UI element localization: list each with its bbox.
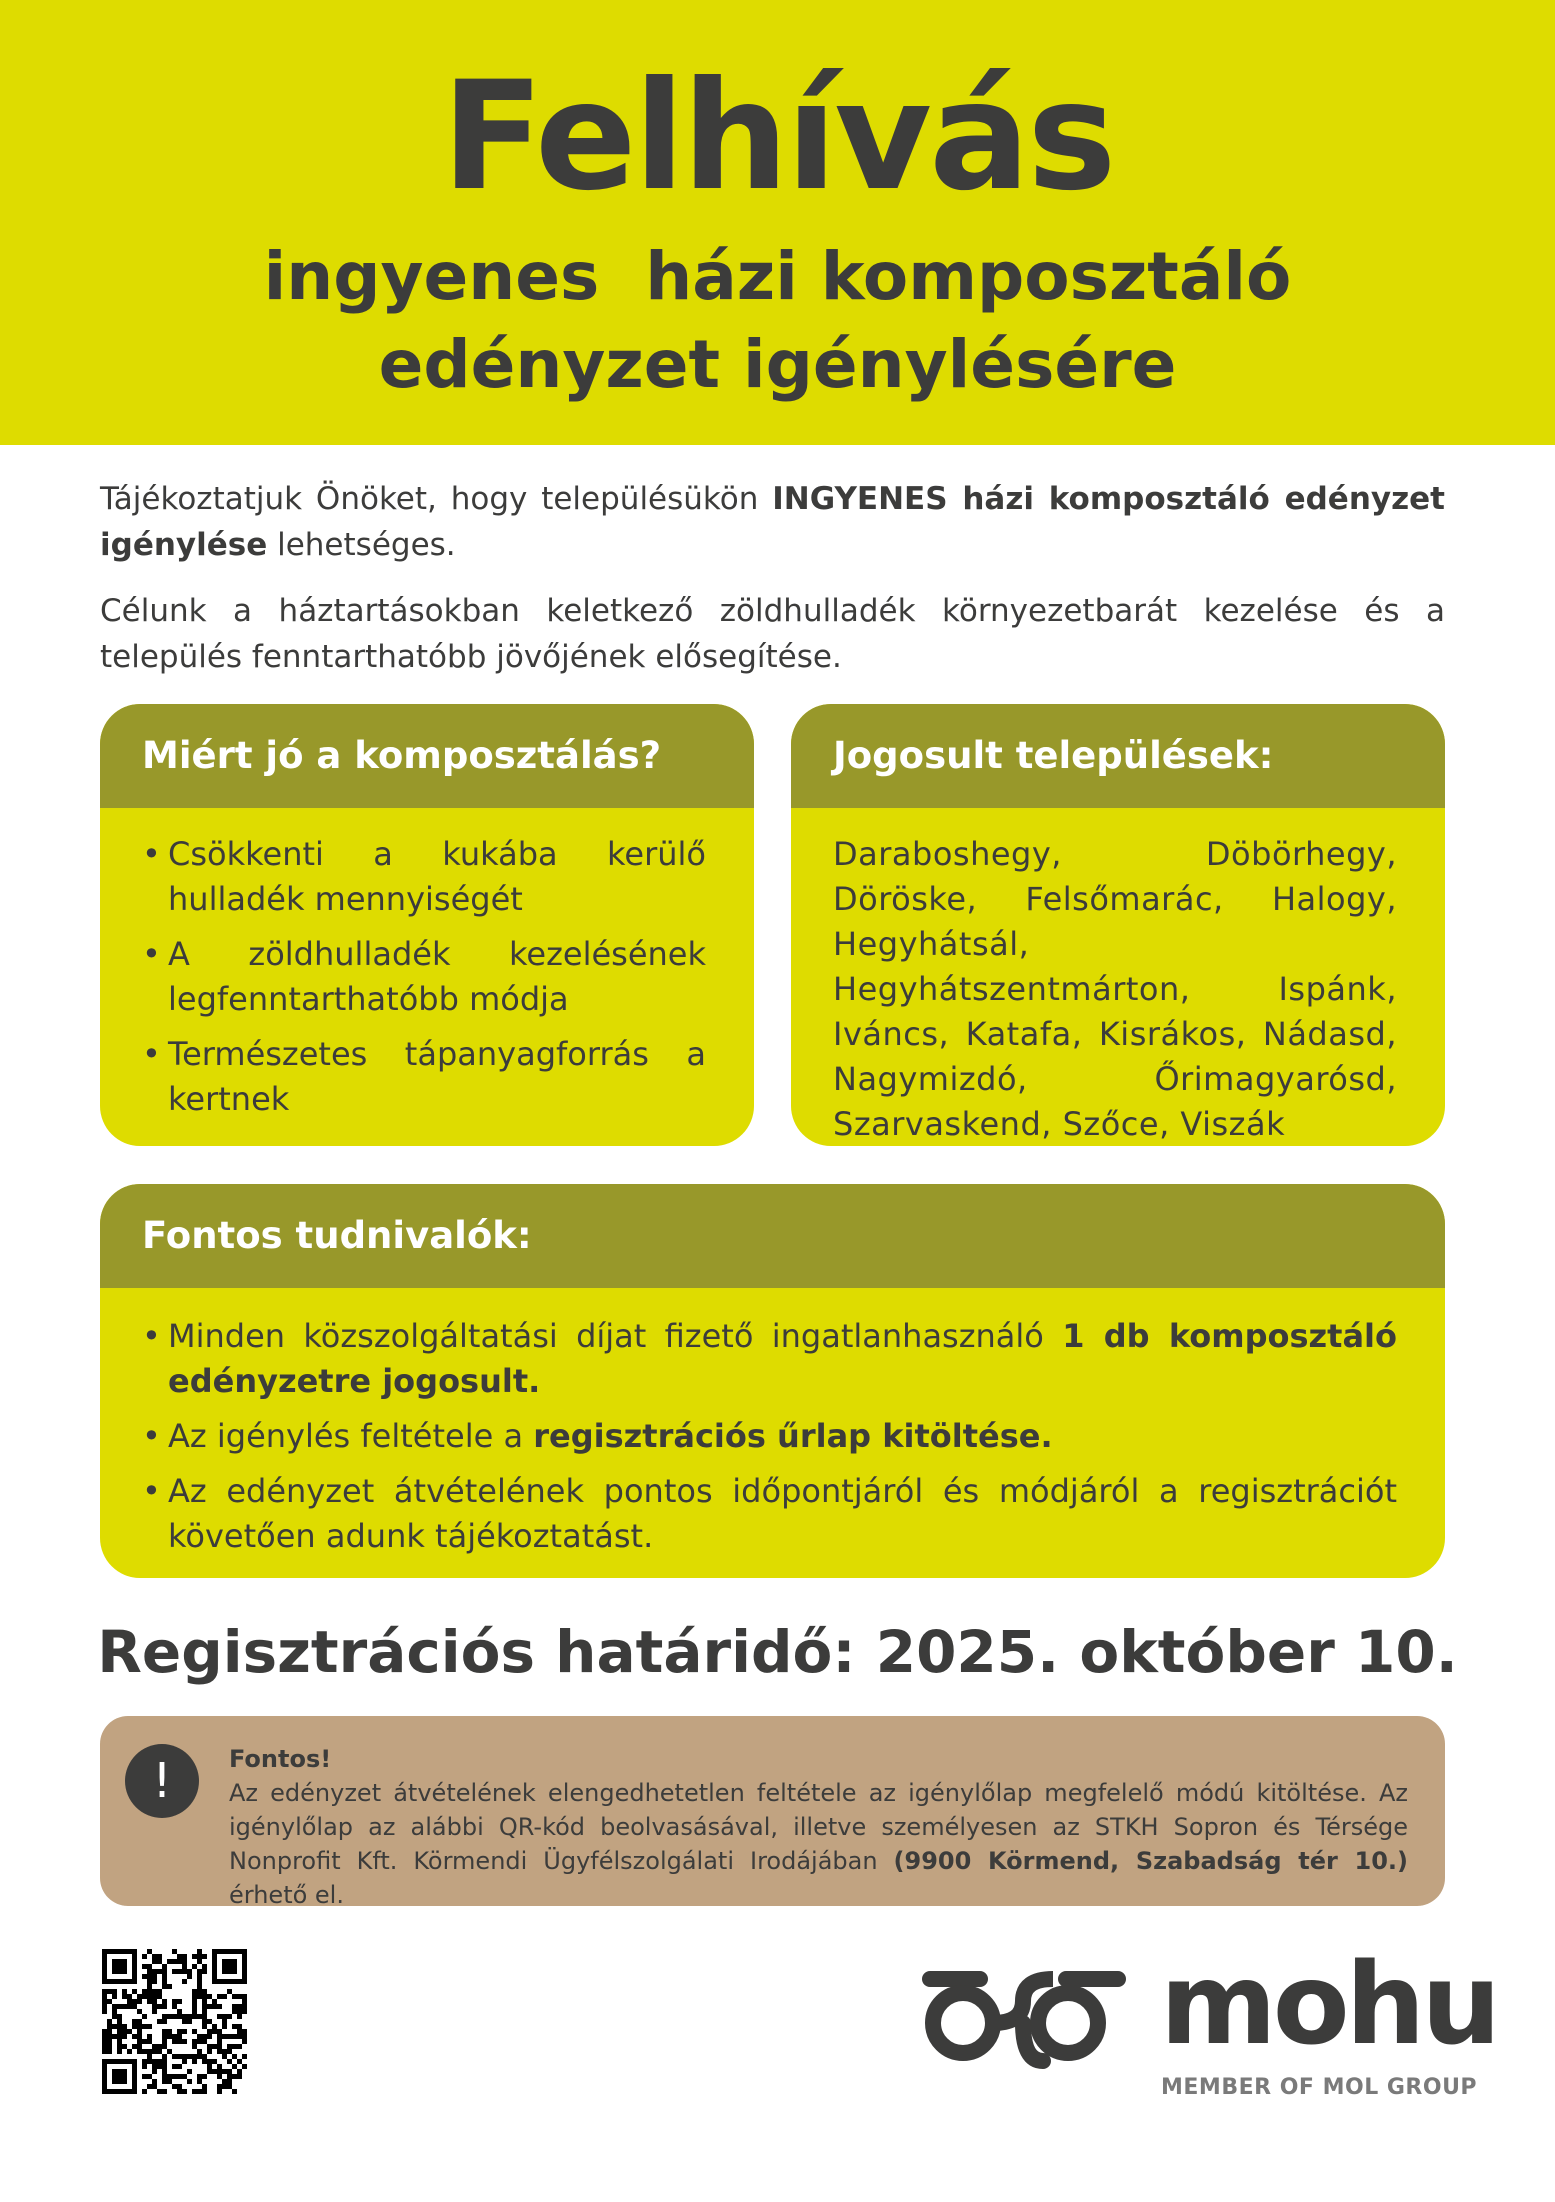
logo-tagline: MEMBER OF MOL GROUP (1161, 2075, 1478, 2100)
eligible-towns-title: Jogosult települések: (791, 704, 1445, 808)
qr-code[interactable] (102, 1949, 247, 2094)
header-banner (0, 0, 1555, 445)
why-composting-title: Miért jó a komposztálás? (100, 704, 754, 808)
notice-body-end: érhető el. (229, 1881, 344, 1909)
page-subtitle (0, 233, 1555, 409)
eligible-towns-list: Daraboshegy, Döbörhegy, Döröske, Felsőmarác, Halogy, Hegyhátsál, Hegyhátszentmárton, Ispánk, Iváncs, Katafa, Kisrákos, Nádasd, Nagymizdó, Őrimagyarósd, Szarvaskend, Szőce, Viszák (833, 835, 1397, 1143)
intro-p1-bold: INGYENES házi komposztáló edényzet igénylése (100, 481, 1445, 563)
intro-p1-text: Tájékoztatjuk Önöket, hogy településükön (100, 481, 773, 517)
list-item: • Az edényzet átvételének pontos időpontjáról és módjáról a regisztrációt követően adunk tájékoztatást. (142, 1469, 1397, 1559)
important-info-title: Fontos tudnivalók: (100, 1184, 1445, 1288)
intro-paragraph-1 (100, 476, 1445, 568)
list-item: • A zöldhulladék kezelésének legfenntarthatóbb módja (142, 932, 706, 1022)
notice-address: (9900 Körmend, Szabadság tér 10.) (893, 1847, 1408, 1875)
page-title: Felhívás (441, 50, 1114, 224)
logo-wordmark: mohu (1160, 1940, 1498, 2070)
eligible-towns-card (791, 704, 1445, 1146)
notice-body: Az edényzet átvételének elengedhetetlen feltétele az igénylőlap megfelelő módú kitöltése. Az igénylőlap az alábbi QR-kód beolvasásával, illetve személyesen az STKH Sopron és Térsége Nonprofit Kft. Körmendi Ügyfélszolgálati Irodájában (229, 1779, 1408, 1875)
notice-text (229, 1742, 1408, 1912)
notice-title: Fontos! (229, 1745, 332, 1773)
mohu-logo-mark-icon (918, 1961, 1128, 2081)
info-item-1-bold: 1 db komposztáló edényzetre jogosult. (168, 1317, 1398, 1400)
why-composting-body (100, 808, 754, 1122)
intro-p1-after: lehetséges. (267, 527, 456, 563)
mohu-logo (918, 1940, 1498, 2101)
why-composting-card (100, 704, 754, 1146)
intro-paragraph-2: Célunk a háztartásokban keletkező zöldhulladék környezetbarát kezelése és a település fenntarthatóbb jövőjének elősegítése. (100, 593, 1445, 675)
important-info-body (100, 1288, 1445, 1559)
registration-deadline: Regisztrációs határidő: 2025. október 10. (97, 1618, 1458, 1686)
info-item-2-bold: regisztrációs űrlap kitöltése. (533, 1417, 1053, 1455)
why-composting-list (142, 832, 706, 1122)
list-item: • Természetes tápanyagforrás a kertnek (142, 1032, 706, 1122)
list-item (142, 1414, 1397, 1459)
info-item-2-text: Az igénylés feltétele a (168, 1417, 534, 1455)
list-item: • Csökkenti a kukába kerülő hulladék mennyiségét (142, 832, 706, 922)
info-item-1-text: Minden közszolgáltatási díjat fizető ingatlanhasználó (168, 1317, 1063, 1355)
subtitle-line-1: ingyenes házi komposztáló (263, 238, 1292, 315)
exclamation-icon: ! (125, 1744, 199, 1818)
important-info-list (142, 1314, 1397, 1559)
notice-box (100, 1716, 1445, 1909)
subtitle-line-2: edényzet igénylésére (378, 326, 1177, 403)
important-info-card (100, 1184, 1445, 1578)
list-item (142, 1314, 1397, 1404)
